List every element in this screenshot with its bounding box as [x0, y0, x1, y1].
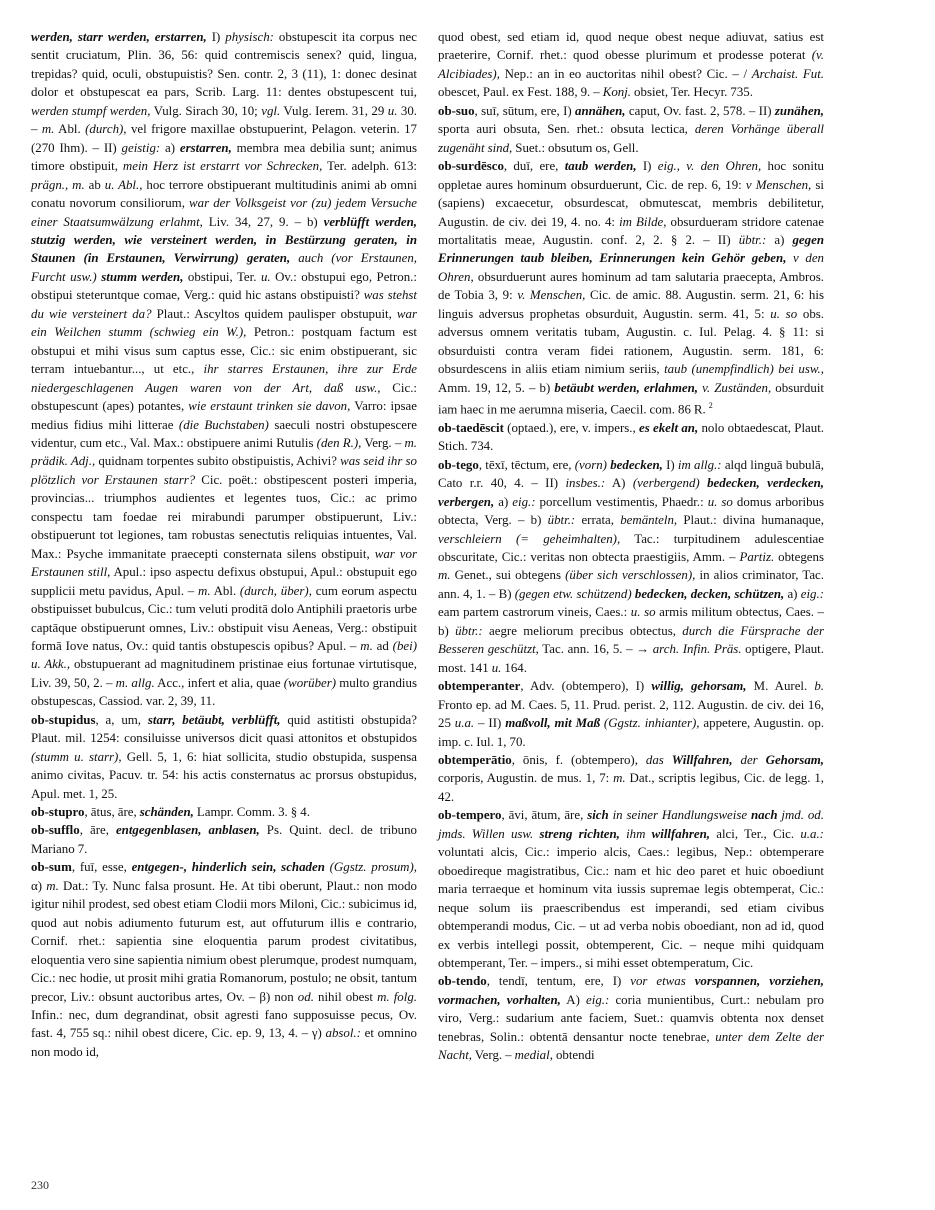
annotation: eig.: — [800, 586, 824, 601]
text: membra mea debilia sunt; animus timore obstipuit, — [31, 140, 418, 174]
text — [700, 476, 707, 490]
headword: ob-tego — [438, 457, 479, 472]
annotation: absol.: — [325, 1026, 361, 1041]
text — [758, 753, 766, 767]
text: , a, um, — [95, 712, 148, 727]
translation: vorspannen, vorziehen, vormachen, vorhalten, — [438, 974, 824, 1007]
text: Ov.: obstupui ego, Petron.: obstipui steteruntque comae, Verg.: quid hic astans obstipuisti? — [31, 269, 417, 303]
annotation: arch. Infin. Präs. — [652, 642, 742, 657]
entry-obtempero — [438, 806, 824, 972]
annotation: (durch, über), — [239, 583, 312, 598]
text: multo grandius obstupescas, Cassiod. var. 2, 39, 11. — [31, 675, 417, 709]
text: M. Aurel. — [746, 679, 815, 694]
text: obtegens — [774, 549, 824, 564]
text: Ter. adelph. 613: — [322, 159, 417, 174]
annotation: war der Volksgeist vor (zu) jedem Versuche einer Staatsumwälzung erlahmt, — [31, 196, 417, 229]
entry-obtego — [438, 456, 824, 677]
entry-obsuo — [438, 102, 824, 157]
translation: Gehorsam, — [765, 752, 825, 767]
text: Abl. — [54, 122, 86, 137]
annotation: wie erstaunt trinken sie davon, — [188, 399, 351, 414]
annotation: ihr starres Erstaunen, ihre zur Erde niedergeschlagenen Augen waren von der Art, daß usw., — [31, 362, 417, 395]
text: I) — [206, 30, 226, 44]
text: eam partem castrorum vineis, Caes.: — [438, 605, 631, 620]
text — [290, 251, 298, 265]
translation: erstarren, — [179, 140, 232, 155]
text: Infin.: nec, dum degrandinat, obsit agresti fano supposuisse pecus, Ov. fast. 4, 755 sq.: nihil obest dicere, Cic. ep. 9, 13, 4. – γ) — [31, 1008, 417, 1041]
text: Liv. 34, 27, 9. – b) — [202, 214, 324, 229]
annotation: eig.: — [512, 494, 536, 509]
headword: ob-taedēscit — [438, 420, 504, 435]
annotation: (Ggstz. prosum), — [329, 860, 417, 875]
text: Amm. 19, 12, 5. – b) — [438, 380, 555, 395]
right-column — [438, 28, 824, 1065]
text: obstupuerant ad magnitudinem pristinae eius fortunae virtutisque, Liv. 39, 50, 2. – — [31, 657, 417, 690]
text: Cic.: obstupescunt (apes) potantes, — [31, 380, 417, 414]
text — [733, 753, 741, 767]
text: Plaut.: Ascyltos quidem paulisper obstupuit, — [151, 306, 397, 321]
text: , suī, sūtum, ere, I) — [474, 103, 576, 118]
translation: bedecken, decken, schützen, — [634, 586, 785, 601]
headword: ob-stupro — [31, 805, 85, 820]
annotation: ihm — [626, 826, 646, 841]
text: Acc., infert et alia, quae — [154, 675, 284, 690]
text: obsurduerunt aures hominum ad tam salutaria praecepta, Ambros. de Tobia 3, 9: — [438, 269, 824, 303]
annotation: m. — [41, 122, 55, 137]
text: appetere, Augustin. op. imp. c. Iul. 1, 70. — [438, 716, 824, 749]
annotation: in seiner Handlungsweise — [612, 808, 748, 823]
annotation: (stumm u. starr), — [31, 749, 122, 764]
translation: maßvoll, mit Maß — [505, 716, 601, 731]
annotation: war ein Weilchen stumm (schwieg ein W.), — [31, 306, 417, 340]
entry-obtemperatio — [438, 751, 824, 806]
text: a) — [784, 586, 801, 601]
translation: betäubt werden, erlahmen, — [554, 380, 698, 395]
translation: stumm werden, — [101, 269, 184, 284]
text: A) — [560, 992, 587, 1007]
text: Verg. – — [361, 435, 405, 450]
text: quidnam torpentes subito obstipuistis, Achivi? — [95, 454, 341, 469]
entry-obtendo — [438, 972, 824, 1064]
annotation: was stehst du wie versteinert da? — [31, 288, 418, 321]
text: Plaut.: divina humanaque, — [677, 513, 825, 528]
headword: ob-surdēsco — [438, 159, 504, 174]
annotation: m. folg. — [377, 989, 417, 1004]
annotation: durch die Fürsprache der Besseren geschützt, — [438, 623, 824, 657]
translation: bedecken, verdecken, verbergen, — [438, 476, 825, 509]
text: errata, — [575, 513, 621, 528]
annotation: (durch), — [85, 122, 127, 137]
annotation: (worüber) — [283, 675, 337, 690]
annotation: m. — [198, 583, 211, 598]
entry-obtemperanter — [438, 677, 824, 751]
headword: obtemperanter — [438, 679, 521, 694]
annotation: im Bilde, — [619, 214, 667, 229]
text: Cic. de amic. 88. Augustin. serm. 21, 6: his linguis adversus prophetas obsurduit, Augustin. serm. 41, 5: — [438, 288, 824, 321]
annotation: u. — [387, 103, 398, 118]
text: Nep.: an in eo auctoritas nihil obest? Cic. – / — [499, 66, 752, 81]
text: 164. — [501, 660, 527, 675]
text: A) — [605, 476, 633, 491]
annotation: u. — [260, 269, 271, 284]
text: obstupescit ita corpus nec sentit cruciatum, Plin. 36, 56: quid contremiscis senex? quid, lingua, trepidas? quid, oculi, obstupuistis? Sen. contr. 2, 3 (11), 1: donec desinat dolor et obstupescat ea pars, Scrib. Larg. 11: dentes obstupescent tui, — [31, 30, 417, 100]
annotation: vor etwas — [630, 974, 686, 989]
headword: ob-sufflo — [31, 823, 80, 838]
translation: willig, gehorsam, — [651, 679, 747, 694]
text: – II) — [474, 716, 506, 731]
annotation: was seid ihr so plötzlich vor Erstaunen starr? — [31, 454, 417, 487]
annotation: (v. Alcibiades), — [438, 48, 824, 81]
annotation: u.a.: — [800, 826, 824, 841]
text — [664, 753, 672, 767]
headword: ob-sum — [31, 860, 72, 875]
text: Petron.: postquam factum est obstupui et mihi visus sum captus esse, Cic.: sic enim obstipuerant, sic terram intuebantur..., ut etc., — [31, 325, 417, 377]
text: hoc sonitu oppletae aures hominum obsurduerunt, Cic. de rep. 6, 19: — [438, 159, 824, 192]
annotation: unter dem Zelte der Nacht, — [438, 1029, 824, 1063]
annotation: Archaist. Fut. — [751, 66, 825, 81]
translation: entgegen-, hinderlich sein, schaden — [131, 860, 325, 875]
text: obsiet, Ter. Hecyr. 735. — [631, 85, 753, 100]
annotation: mein Herz ist erstarrt vor Schrecken, — [122, 159, 323, 174]
text: (optaed.), ere, v. impers., — [503, 420, 639, 435]
text: Lampr. Comm. 3. § 4. — [193, 805, 310, 820]
annotation: eig., v. den Ohren, — [657, 159, 762, 174]
text: Tac. ann. 16, 5. – → — [538, 642, 653, 657]
text: Vulg. Ierem. 31, 29 — [280, 103, 388, 118]
annotation: übtr.: — [455, 623, 483, 638]
text: α) — [31, 878, 47, 893]
headword: ob-tendo — [438, 974, 487, 989]
text: domus arboribus obtecta, Verg. – b) — [438, 494, 824, 528]
entry-obsum-cont — [438, 28, 824, 102]
annotation: prägn., m. — [31, 177, 85, 192]
text: Suet.: obsutum os, Gell. — [512, 140, 639, 155]
annotation: m. allg. — [115, 675, 155, 690]
text — [686, 974, 695, 988]
annotation: (gegen etw. schützend) — [514, 586, 632, 601]
annotation: u. so — [630, 605, 656, 620]
annotation: übtr.: — [547, 513, 576, 528]
annotation: (den R.), — [316, 435, 362, 450]
translation: bedecken, — [610, 457, 663, 472]
headword: ob-stupidus — [31, 712, 96, 727]
annotation: (die Buchstaben) — [178, 417, 269, 432]
annotation: insbes.: — [565, 476, 606, 491]
annotation: der — [740, 752, 758, 767]
annotation: u.a. — [454, 716, 475, 731]
text: obs. adversus omnem veritatis tubam, Augustin. c. Iul. Pelag. 4. § 11: si obsurduisti contra veram fidei rationem, Augustin. serm. 181, 6: obsurdescens in aliis etiam nimium seriis, — [438, 306, 824, 377]
annotation: war vor Erstaunen still, — [31, 546, 417, 580]
translation: annähen, — [575, 103, 626, 118]
headword: ob-suo — [438, 103, 475, 118]
annotation: werden stumpf werden, — [31, 103, 151, 118]
annotation: (Ggstz. inhianter), — [603, 716, 700, 731]
text: ab — [84, 177, 105, 192]
superscript: 2 — [708, 401, 713, 411]
text: obsurdueram stridore catenae mortalitatis meae, Augustin. conf. 2, 2. § 2. – II) — [438, 214, 824, 247]
text: Verg. – — [472, 1048, 515, 1063]
text: , duī, ere, — [503, 159, 565, 174]
text: Varro: ipsae medius fidius mihi litterae — [31, 399, 417, 432]
text: si (sapiens) excaecetur, obsurdescat, obmutescat, membris debilitetur, Augustin. de civ. dei 19, 4. no. 4: — [438, 177, 824, 229]
annotation: jmd. od. jmds. Willen usw. — [438, 808, 824, 841]
annotation: verschleiern (= geheimhalten), — [438, 531, 621, 546]
text: coria munientibus, Curt.: nebulam pro viro, Verg.: sudarium ante faciem, Suet.: quamvis obtenta nox denset tenebras, Solin.: obtentā densantur nocte tenebrae, — [438, 992, 824, 1044]
text: Dat.: Ty. Nunc falsa prosunt. He. At tibi oberunt, Plaut.: non modo igitur nihil prodest, sed obest etiam Clodii mors Miloni, Cic.: subicimus id, quod aut nobis adiumento futurum est, aut offuturum illis e contrario, Cornif. rhet.: sapientia sine eloquentia parum prodest civitatibus, eloquentia vero sine sapientia nimium obest plerumque, prodest numquam, Cic.: nec hodie, ut prosit mihi gratia Romanorum, postulo; ne obsit, tantum precor, Liv.: obsunt auctoribus artes, Ov. – β) non — [31, 878, 417, 1004]
translation: taub werden, — [564, 159, 637, 174]
annotation: geistig: — [121, 140, 161, 155]
text: saeculi nostri obstupescere videntur, cum etc., Val. Max.: obstipuere animi Rutulis — [31, 417, 418, 450]
text: voluntati alcis, Cic.: imperio alcis, Caes.: legibus, Nep.: obtemperare oboedireque magistratibus, Cic.: nam et hic deo paret et huic oboediunt maria terraeque et hominum vita iussis supremae legis obtemperat, Cic.: neque solum iis praescribendus est imperandi, sed etiam civibus obtemperandi modus, Cic. – ut ad verba nobis oboediant, non ad id, quod ex verbis intellegi possit, obtemperent, Cic. – neque mihi quidquam obtemperant, Ter. – impers., si mihi esset obtemperatum, Cic. — [438, 845, 824, 970]
text: Gell. 5, 1, 6: hiat sollicita, studio obstupida, suspensa animo civitas, Pacuv. tr. 54: his actis consternatus ac prorsus obstupidus, Apul. met. 1, 25. — [31, 749, 417, 801]
text: alqd linguā bubulā, Cato r.r. 40, 4. – II) — [438, 457, 825, 491]
text: Vulg. Sirach 30, 10; — [150, 103, 262, 118]
text: a) — [494, 494, 513, 509]
text: 30. – — [31, 103, 417, 137]
annotation: (bei) u. Akk., — [31, 638, 418, 672]
text: Dat., scriptis legibus, Cic. de legg. 1, 42. — [438, 771, 824, 804]
annotation: m. — [360, 638, 373, 653]
annotation: bemänteln, — [620, 513, 678, 528]
text: ad — [372, 638, 393, 653]
left-column — [31, 28, 417, 1061]
annotation: u. Abl., — [104, 177, 143, 192]
translation: zunähen, — [774, 103, 824, 118]
annotation: (über sich verschlossen), — [565, 568, 696, 583]
text: , tēxī, tēctum, ere, — [478, 457, 575, 472]
text: armis militum obtectus, Caes. – b) — [438, 605, 824, 638]
text: caput, Ov. fast. 2, 578. – II) — [625, 103, 775, 118]
text: porcellum vestimentis, Phaedr.: — [535, 494, 708, 509]
annotation: u. so — [707, 494, 733, 509]
annotation: physisch: — [225, 30, 274, 44]
text: , ātus, āre, — [84, 805, 140, 820]
text: obsurduit iam haec in me aerumna miseria, Caecil. com. 86 R. — [438, 380, 824, 417]
text: a) — [766, 232, 793, 247]
text: , fuī, esse, — [71, 860, 132, 875]
annotation: (vorn) — [574, 457, 607, 472]
text: cum eorum aspectu obstipuisset bubulcus, Cic.: tum veluti proditā dolo Antiphili praetoris urbe captāque obstipuerunt omnes, Liv.: obstipuit visu Aeneas, Verg.: obstipuit formā Iove natus, Ov.: quid tantis obstupescis opibus? Apul. – — [31, 583, 417, 653]
text: , āre, — [79, 823, 116, 838]
annotation: deren Vorhänge überall zugenäht sind, — [438, 122, 824, 155]
annotation: od. — [297, 989, 314, 1004]
annotation: im allg.: — [677, 457, 722, 472]
page-number: 230 — [31, 1178, 49, 1192]
translation: entgegenblasen, anblasen, — [115, 823, 260, 838]
translation: verblüfft werden, stutzig werden, wie versteinert werden, in Bestürzung geraten, in Staunen (in Erstaunen, Verwirrung) geraten, — [31, 214, 417, 266]
text: Cic. poët.: obstipescent posteri imperia, provincias... triumphos audientes et legentes tuos, Cic.: ac primo conspectu tam foedae rei mirabundi parumper obstipuerunt, Liv.: obstipuerunt tot legiones, tam robustas senectutis reliquias intuentes, Val. Max.: Psyche immanitate praecepti consternata silens obstipuit, — [31, 472, 417, 561]
entry-obtaedescit — [438, 419, 824, 456]
text: alci, Ter., Cic. — [710, 826, 801, 841]
text: quid astitisti obstupida? Plaut. mil. 1254: consiluisse universos dicit quasi attonitos et obstupidos — [31, 712, 418, 746]
annotation: m. — [438, 568, 451, 583]
text: Fronto ep. ad M. Caes. 5, 11. Prud. perist. 2, 112. Augustin. de civ. dei 16, 25 — [438, 697, 824, 731]
annotation: v. Menschen, — [517, 288, 586, 303]
headword: ob-tempero — [438, 808, 502, 823]
text: vel frigore maxillae obstupuerint, Pelagon. veterin. 17 (270 Ihm). – II) — [31, 122, 418, 155]
annotation: m. — [46, 878, 59, 893]
text: Genet., sui obtegens — [450, 568, 566, 583]
annotation: b. — [814, 679, 824, 694]
text: optigere, Plaut. most. 141 — [438, 642, 824, 675]
entry-obstupesco-cont — [31, 28, 417, 711]
text: corporis, Augustin. de mus. 1, 7: — [438, 771, 614, 786]
annotation: übtr.: — [738, 232, 767, 247]
headword: obtemperātio — [438, 752, 512, 767]
annotation: taub (unempfindlich) bei usw., — [664, 362, 824, 377]
text: , ōnis, f. (obtempero), — [511, 752, 646, 767]
text: Apul.: ipso aspectu defixus obstupui, Apul.: obstupuit ego supplicii metu pavidus, Apul. – — [31, 565, 417, 598]
text: a) — [160, 140, 180, 155]
text: , āvi, ātum, āre, — [501, 808, 588, 823]
text: I) — [636, 159, 658, 174]
translation: streng richten, — [539, 826, 620, 841]
text: nolo obtaedescat, Plaut. Stich. 734. — [438, 420, 824, 454]
annotation: v. Zuständen, — [702, 380, 772, 395]
annotation: m. — [613, 771, 626, 786]
translation: nach — [751, 808, 778, 823]
entry-obstupidus — [31, 711, 417, 803]
translation: Willfahren, — [671, 752, 733, 767]
annotation: medial, — [514, 1048, 553, 1063]
text: obstipui, Ter. — [183, 269, 261, 284]
text: I) — [662, 457, 678, 472]
text: obtendi — [552, 1048, 595, 1063]
text: in alios criminator, Tac. ann. 4, 1. – B) — [438, 568, 824, 601]
entry-obstupro — [31, 803, 417, 821]
text: et omnino non modo id, — [31, 1026, 417, 1059]
annotation: Konj. — [602, 85, 632, 100]
text: Ps. Quint. decl. de tribuno Mariano 7. — [31, 823, 417, 856]
annotation: eig.: — [586, 992, 610, 1007]
annotation: Partiz. — [739, 549, 775, 564]
annotation: das — [645, 752, 664, 767]
text: quod obest, sed etiam id, quod neque obest neque adiuvat, satius est praeterire, Cornif. rhet.: quod obesse plurimum et prodesse poterat — [438, 30, 824, 63]
annotation: u. so — [770, 306, 798, 321]
entry-obsufflo — [31, 821, 417, 858]
annotation: (verbergend) — [632, 476, 700, 491]
translation: sich — [587, 808, 609, 823]
annotation: m. prädik. Adj., — [31, 435, 417, 469]
entry-obsum — [31, 858, 417, 1061]
text: hoc terrore obstipuerant multitudinis animi ab omni conatu novorum consiliorum, — [31, 177, 417, 211]
annotation: auch (vor Erstaunen, Furcht usw.) — [31, 251, 418, 284]
text: , tendī, tentum, ere, I) — [486, 974, 631, 989]
text: obescet, Paul. ex Fest. 188, 9. – — [438, 85, 603, 100]
annotation: v den Ohren, — [438, 251, 824, 284]
translation: starr, betäubt, verblüfft, — [147, 712, 281, 727]
annotation: v Menschen, — [745, 177, 812, 192]
text: nihil obest — [313, 989, 378, 1004]
entry-obsurdesco — [438, 157, 824, 419]
annotation: u. — [491, 660, 502, 675]
text: Abl. — [210, 583, 240, 598]
translation: es ekelt an, — [638, 420, 699, 435]
annotation: vgl. — [261, 103, 281, 118]
translation: gegen Erinnerungen taub bleiben, Erinnerungen kein Gehör geben, — [438, 232, 824, 266]
text: aegre meliorum precibus obtectus, — [482, 623, 683, 638]
translation: werden, starr werden, erstarren, — [31, 30, 207, 44]
translation: schänden, — [139, 805, 194, 820]
text: Tac.: turpitudinem adulescentiae obscuritate, Cic.: veritas non obtecta praestigiis, Amm. – — [438, 531, 824, 564]
text: sporta auri obsuta, Sen. rhet.: obsuta lectica, — [438, 122, 695, 137]
text: , Adv. (obtempero), I) — [520, 679, 652, 694]
translation: willfahren, — [651, 826, 711, 841]
